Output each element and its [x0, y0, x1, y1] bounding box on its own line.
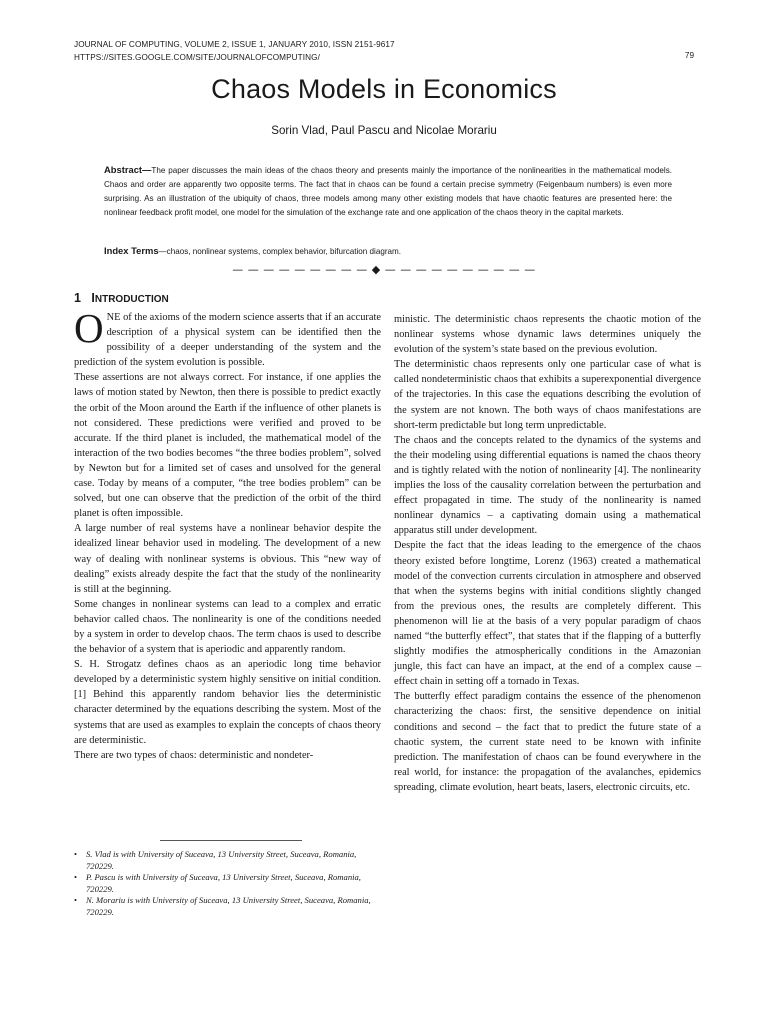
abstract-text: The paper discusses the main ideas of the chaos theory and presents mainly the importance of the nonlinearities in the mathematical models. Chaos and order are apparently two opposite terms. The fact that in chaos can be found a certain precise symmetry (Feigenbaum numbers) is even more surprising. As an illustration of the ubiquity of chaos, three models among many other existing models that have chaotic features are presented here: the nonlinear feedback profit model, one model for the simulation of the exchange rate and one application of the chaos theory in the capital markets.: [104, 166, 672, 218]
footnote-rule: [160, 840, 302, 841]
abstract-dash: —: [142, 164, 152, 175]
footnotes: [74, 849, 381, 918]
section-divider: — — — — — — — — — ◆ — — — — — — — — — —: [232, 263, 536, 276]
intro-text: NE of the axioms of the modern science asserts that if an accurate description of a physical system can be identified then the possibility of a deeper understanding of the system and the prediction of the system evolution is possible.: [74, 312, 381, 369]
right-column: [394, 312, 701, 795]
footnote: [74, 895, 381, 918]
right-paragraph: The deterministic chaos represents only one particular case of what is called nondeterministic chaos that exhibits a superexponential divergence of the trajectories. In this case the equations describing the evolution of the system are not known. The both ways of chaos manifestations are short-term predictable but long term unpredictable.: [394, 359, 701, 431]
journal-line: JOURNAL OF COMPUTING, VOLUME 2, ISSUE 1, JANUARY 2010, ISSN 2151-9617: [74, 40, 395, 49]
footnote-bullet: •: [74, 872, 78, 882]
intro-paragraph: [74, 305, 381, 370]
section-title-initial: I: [91, 291, 95, 305]
footnote-bullet: •: [74, 849, 78, 859]
left-paragraph: Some changes in nonlinear systems can lead to a complex and erratic behavior called chaos. The nonlinearity is one of the conditions needed by a system in order to develop chaos. The term chaos is used to describe the behavior of a system that is aperiodic and apparently random.: [74, 598, 381, 656]
footnote-bullet: •: [74, 895, 78, 905]
journal-header: [74, 38, 395, 64]
footnote: [74, 849, 381, 872]
footnote-text: N. Morariu is with University of Suceava, 13 University Street, Suceava, Romania, 720229.: [86, 895, 371, 917]
section-title-rest: NTRODUCTION: [94, 294, 169, 305]
abstract-label: Abstract: [104, 164, 143, 175]
right-paragraph: The chaos and the concepts related to the dynamics of the systems and the their modeling using differential equations is named the chaos theory and is tightly related with the notion of nonlinearity [4]. The nonlinearity implies the loss of the causality correlation between the perturbation and effect propagated in time. The study of the nonlinearity is named nonlinear dynamics – a captivating domain using a mathematical apparatus still under development.: [394, 434, 701, 537]
section-number: 1: [74, 291, 81, 305]
footnote: [74, 872, 381, 895]
left-paragraph: A large number of real systems have a nonlinear behavior despite the idealized linear behavior used in modeling. The development of a new way of dealing with nonlinear systems is obvious. This “new way of dealing” exists already despite the fact that the study of the nonlinearity is still at the beginning.: [74, 523, 381, 595]
footnote-text: S. Vlad is with University of Suceava, 13 University Street, Suceava, Romania, 720229.: [86, 849, 357, 871]
journal-url: HTTPS://SITES.GOOGLE.COM/SITE/JOURNALOFCOMPUTING/: [74, 53, 320, 62]
footnote-text: P. Pascu is with University of Suceava, 13 University Street, Suceava, Romania, 720229.: [86, 872, 361, 894]
paper-title: Chaos Models in Economics: [211, 74, 557, 104]
right-paragraph: ministic. The deterministic chaos represents the chaotic motion of the nonlinear systems whose dynamic laws determines uniquely the evolution of the system’s state based on the previous evolution.: [394, 314, 701, 356]
right-paragraph: Despite the fact that the ideas leading to the emergence of the chaos theory existed before longtime, Lorenz (1963) created a mathematical model of the convection currents circulation in atmosphere and observed that when the systems begins with initial conditions slightly changed from the previous ones, the results are completely different. This phenomenon will lie at the basis of a very popular paradigm of chaos named “the butterfly effect”, that states that if the flapping of a butterfly slightly modifies the atmospherically conditions in the Amazonian jungle, this fact can have an impact, at the end of a complex cause – effect chain in setting off a tornado in Texas.: [394, 540, 701, 688]
index-terms-dash: —: [158, 247, 167, 256]
index-terms-label: Index Terms: [104, 245, 159, 256]
drop-cap: O: [74, 305, 104, 351]
index-terms-text: chaos, nonlinear systems, complex behavior, bifurcation diagram.: [166, 247, 402, 256]
abstract: [104, 163, 672, 220]
author-list: Sorin Vlad, Paul Pascu and Nicolae Morariu: [271, 124, 497, 137]
left-paragraph: There are two types of chaos: deterministic and nondeter-: [74, 749, 314, 761]
page-number: 79: [684, 51, 694, 60]
left-paragraph: These assertions are not always correct. For instance, if one applies the laws of motion stated by Newton, then there is possible to predict exactly the orbit of the Moon around the Earth if the influence of other planets is not considered. These predictions were verified and proved to be accurate. If the third planet is included, the mathematical model of the interaction of the two bodies becomes “the three bodies problem”, solved by Newton but for a limited set of cases and unsolved for the general case. Today by means of a computer, “the tree bodies problem” can be solved, but one can observe that the prediction of the orbit of the third planet is often impossible.: [74, 372, 381, 520]
left-column: [74, 305, 381, 763]
section-heading: [74, 291, 169, 305]
right-paragraph: The butterfly effect paradigm contains the essence of the phenomenon characterizing the chaos: first, the sensitive dependence on initial conditions and second – the fact that to predict the future state of a chaotic system, the current state need to be known with infinite prediction. The manifestation of chaos can be found everywhere in the real world, for instance: the propagation of the avalanches, epidemics spreading, climate evolution, heart beats, lasers, electronic circuits, etc.: [394, 691, 701, 793]
left-paragraph: S. H. Strogatz defines chaos as an aperiodic long time behavior developed by a deterministic system highly sensitive on initial condition. [1] Behind this apparently random behavior lies the deterministic character determined by the equations describing the system. Most of the systems that are used as examples to explain the concepts of chaos theory are deterministic.: [74, 659, 381, 746]
index-terms: [104, 245, 672, 256]
